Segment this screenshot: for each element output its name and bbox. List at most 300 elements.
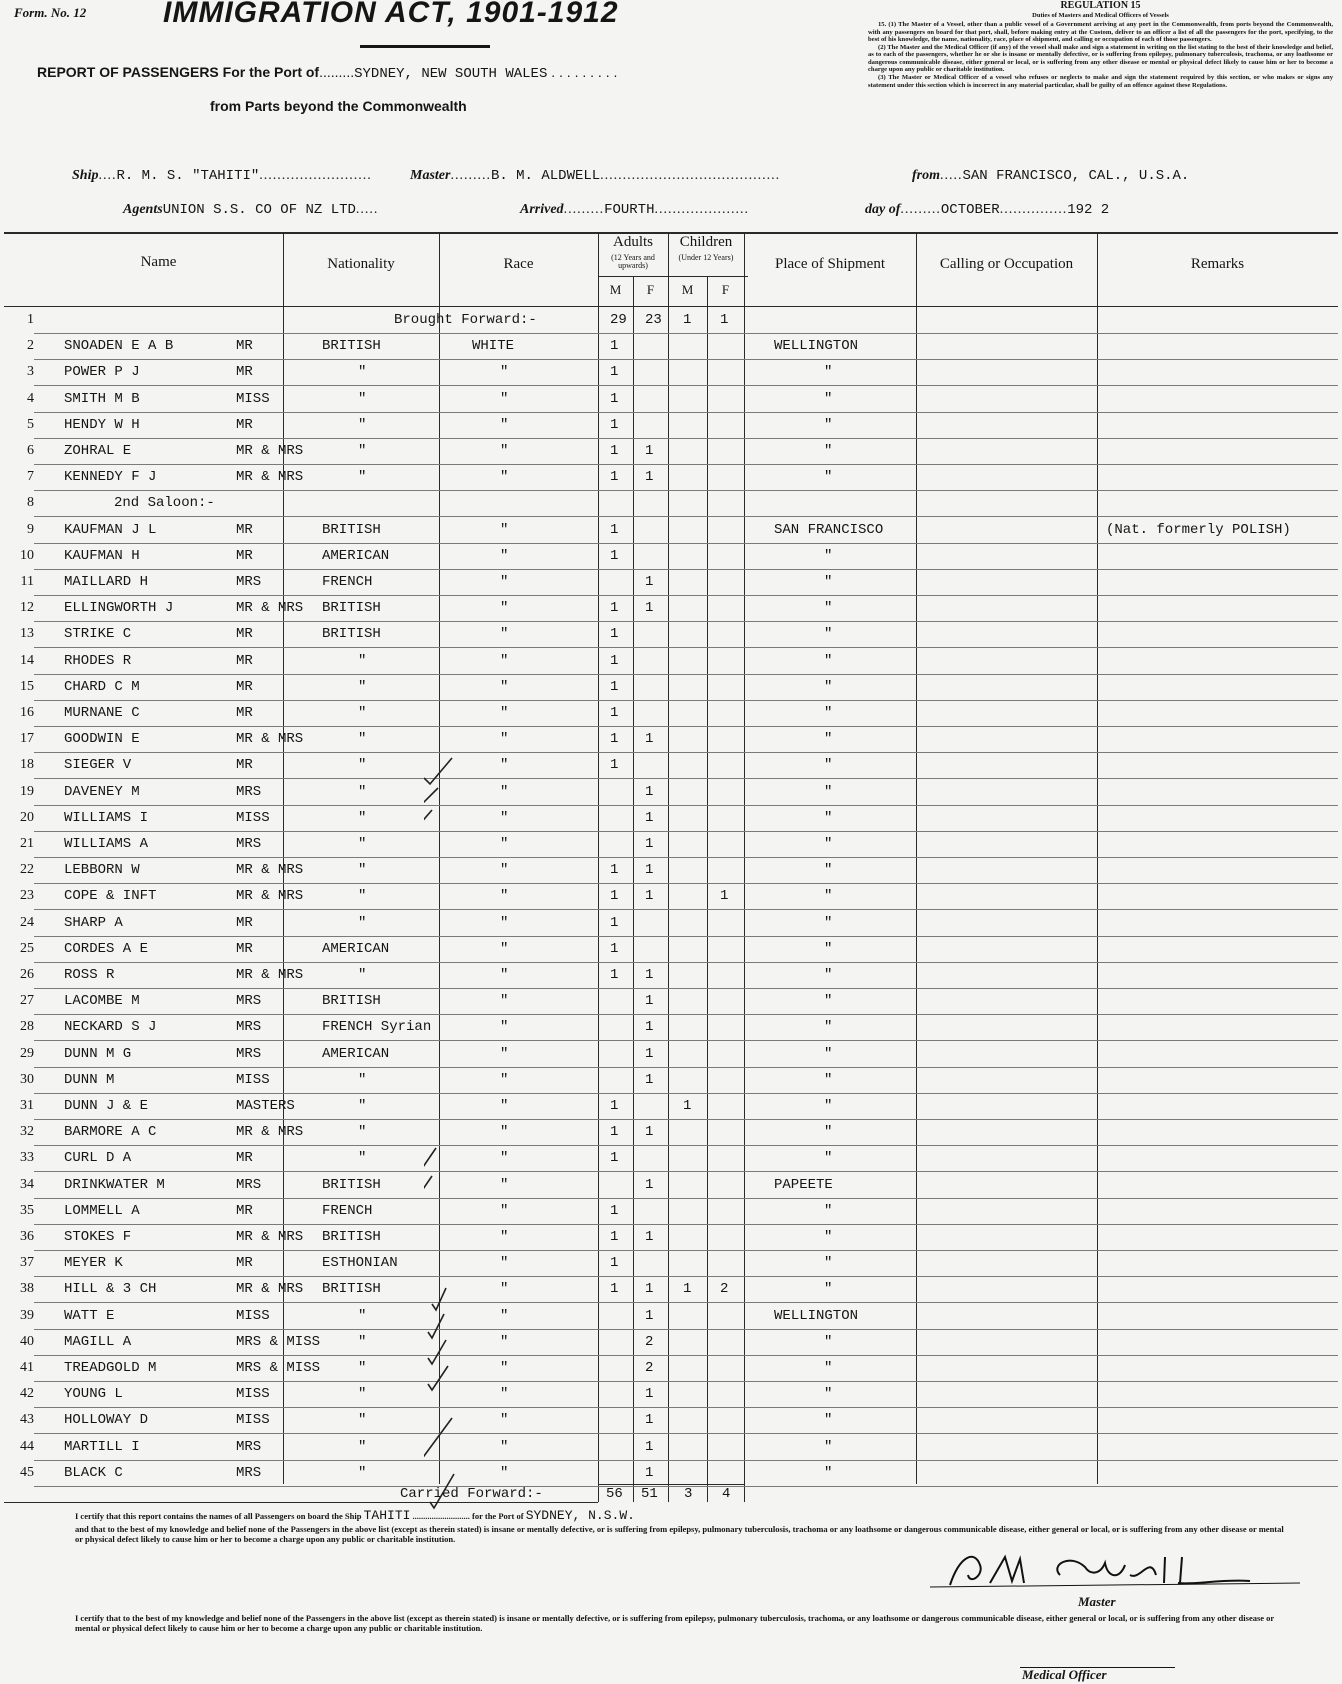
cell-nat: " <box>358 1124 367 1141</box>
row-rule <box>34 1067 1338 1068</box>
row-rule <box>34 647 1338 648</box>
cell-cm: 1 <box>683 312 692 328</box>
cell-am: 1 <box>610 1150 619 1167</box>
cell-ship: " <box>824 862 833 879</box>
cell-ship: " <box>824 914 833 931</box>
table-row <box>4 1019 1338 1046</box>
cell-name: BARMORE A C <box>64 1124 157 1141</box>
cell-race: " <box>500 626 509 643</box>
row-number: 31 <box>20 1098 34 1113</box>
master-caption: Master <box>1078 1594 1116 1609</box>
table-row <box>4 1150 1338 1177</box>
table-row <box>4 1255 1338 1282</box>
row-rule <box>34 359 1338 360</box>
cell-ship: " <box>824 1412 833 1429</box>
cell-race: " <box>500 1464 509 1481</box>
cell-am: 1 <box>610 888 619 905</box>
table-row <box>4 810 1338 837</box>
checkmark <box>430 1474 454 1508</box>
row-rule <box>34 385 1338 386</box>
cell-race: " <box>500 1255 509 1272</box>
cell-am: 1 <box>610 731 619 748</box>
table-row <box>4 653 1338 680</box>
cell-nat: " <box>358 731 367 748</box>
table-row <box>4 469 1338 496</box>
cert1-text-b: for the Port of <box>472 1511 524 1521</box>
cell-title: MRS <box>236 783 262 800</box>
form-number: Form. No. 12 <box>14 5 87 20</box>
row-rule <box>34 936 1338 937</box>
cell-nat: " <box>358 809 367 826</box>
table-row <box>4 1281 1338 1308</box>
cell-ship: " <box>824 836 833 852</box>
cell-nat: " <box>358 1464 367 1481</box>
cell-race: " <box>500 1124 509 1141</box>
cell-ship: " <box>824 600 833 617</box>
cell-am: 1 <box>610 390 619 407</box>
cell-am: 1 <box>610 757 619 774</box>
row-number: 21 <box>20 836 34 851</box>
cert1-text-c: and that to the best of my knowledge and belief none of the Passengers in the above list (except as therein stated) is insane or mentally defective, or is suffering from epilepsy, pulmonary tuberculosis, trachoma or any loathsome or dangerous communicable disease, either general or local, or is suffering from any other disease or mental or physical defect likely to cause him or her to become a charge upon any public or charitable institution. <box>75 1523 1284 1544</box>
cell-title: MR <box>236 416 253 433</box>
checkmark <box>432 1288 446 1310</box>
cell-am: 1 <box>610 521 619 538</box>
cell-ship: " <box>824 626 833 643</box>
table-row <box>4 941 1338 968</box>
cell-race: " <box>500 469 509 486</box>
cell-name: WATT E <box>64 1307 115 1324</box>
row-rule <box>34 412 1338 413</box>
cell-nat: BRITISH <box>322 1176 381 1193</box>
cell-af: 1 <box>645 1464 654 1481</box>
cell-name: POWER P J <box>64 364 140 381</box>
cell-title: MR <box>236 914 253 931</box>
row-number: 34 <box>20 1176 34 1192</box>
cell-title: MRS <box>236 1438 262 1455</box>
table-row <box>4 443 1338 470</box>
cell-name: LACOMBE M <box>64 993 140 1010</box>
row-number: 12 <box>20 600 34 616</box>
table-row <box>4 993 1338 1020</box>
cell-name: LEBBORN W <box>64 862 140 879</box>
cell-nat: BRITISH <box>322 993 381 1010</box>
table-row <box>4 1046 1338 1073</box>
cell-race: " <box>500 1438 509 1455</box>
cell-ship: " <box>824 1150 833 1167</box>
cell-am: 1 <box>610 1255 619 1272</box>
cell-ship: " <box>824 1281 833 1298</box>
cell-am: 1 <box>610 547 619 564</box>
cell-race: " <box>500 940 509 957</box>
cell-title: MR & MRS <box>236 862 304 879</box>
cell-name: CHARD C M <box>64 678 140 695</box>
table-row <box>4 1177 1338 1204</box>
cell-race: " <box>500 757 509 774</box>
cell-ship: " <box>824 1438 833 1455</box>
cell-nat: " <box>358 416 367 433</box>
cell-nat: " <box>358 1438 367 1455</box>
row-number: 22 <box>20 862 34 878</box>
cell-rem: (Nat. formerly POLISH) <box>1106 521 1291 538</box>
cell-af: 2 <box>645 1333 654 1350</box>
row-number: 30 <box>20 1071 34 1087</box>
row-rule <box>34 1198 1338 1199</box>
master-signature <box>920 1545 1320 1595</box>
cell-nat: " <box>358 1150 367 1167</box>
cell-af: 1 <box>645 1176 654 1193</box>
cell-nat: FRENCH Syrian <box>322 1019 432 1036</box>
cell-nat: AMERICAN <box>322 547 390 564</box>
cell-af: 1 <box>645 1045 654 1062</box>
cell-ship: " <box>824 416 833 433</box>
cell-race: " <box>500 705 509 721</box>
row-number: 11 <box>20 574 34 589</box>
cell-ship: " <box>824 547 833 564</box>
cert1-ship: TAHITI <box>363 1508 411 1523</box>
row-number: 45 <box>20 1464 34 1480</box>
row-number: 26 <box>20 967 34 982</box>
cell-name: MARTILL I <box>64 1438 140 1455</box>
table-row <box>4 862 1338 889</box>
cell-title: MR <box>236 626 253 643</box>
cell-title: MRS <box>236 574 262 590</box>
row-rule <box>34 1040 1338 1041</box>
table-row <box>4 364 1338 391</box>
table-row <box>4 757 1338 784</box>
cell-af: 1 <box>645 1438 654 1455</box>
table-row <box>4 574 1338 601</box>
carried-rule <box>598 1484 744 1485</box>
row-number: 20 <box>20 809 34 825</box>
carried-adult-f: 51 <box>641 1486 658 1502</box>
row-rule <box>34 569 1338 570</box>
cell-cm: 1 <box>683 1098 692 1114</box>
row-rule <box>34 883 1338 884</box>
header-children: Children <box>679 234 733 250</box>
dayof-label: day of <box>865 202 901 217</box>
agents-line: AgentsUNION S.S. CO OF NZ LTD..... <box>123 202 379 218</box>
cell-name: NECKARD S J <box>64 1019 157 1036</box>
row-number: 39 <box>20 1307 34 1323</box>
ship-label: Ship <box>72 168 99 183</box>
cell-nat: " <box>358 390 367 407</box>
row-number: 23 <box>20 888 34 904</box>
cell-name: RHODES R <box>64 652 132 669</box>
row-number: 6 <box>27 443 34 458</box>
cell-ship: " <box>824 731 833 748</box>
row-number: 8 <box>27 495 34 511</box>
cell-af: 1 <box>645 1386 654 1403</box>
cell-race: " <box>500 1202 509 1219</box>
cell-nat: AMERICAN <box>322 940 390 957</box>
cell-ship: " <box>824 678 833 695</box>
cell-name: WILLIAMS A <box>64 836 149 852</box>
cell-race: " <box>500 836 509 852</box>
ship-value: R. M. S. "TAHITI" <box>116 168 260 184</box>
cell-race: " <box>500 1412 509 1429</box>
cell-ship: " <box>824 1124 833 1141</box>
cell-ship: " <box>824 1464 833 1481</box>
cell-nat: " <box>358 443 367 459</box>
row-number: 9 <box>27 521 34 537</box>
cell-am: 1 <box>610 364 619 381</box>
cell-title: MRS <box>236 1045 262 1062</box>
header-name: Name <box>140 254 177 270</box>
cell-nat: ESTHONIAN <box>322 1255 398 1272</box>
cell-name: MEYER K <box>64 1255 123 1272</box>
cell-race: " <box>500 993 509 1010</box>
cell-af: 1 <box>645 809 654 826</box>
table-row <box>4 731 1338 758</box>
row-rule <box>34 1407 1338 1408</box>
table-row <box>4 522 1338 549</box>
cell-title: MR & MRS <box>236 967 304 983</box>
row-rule <box>34 1093 1338 1094</box>
cell-title: MR & MRS <box>236 731 304 748</box>
cell-cf: 1 <box>720 888 729 905</box>
cell-title: MISS <box>236 1412 270 1429</box>
cell-nat: " <box>358 862 367 879</box>
row-rule <box>34 490 1338 491</box>
row-rule <box>34 857 1338 858</box>
cell-title: MASTERS <box>236 1098 295 1114</box>
table-row <box>4 1412 1338 1439</box>
cell-am: 1 <box>610 967 619 983</box>
row-rule <box>34 438 1338 439</box>
cell-name: SNOADEN E A B <box>64 338 174 355</box>
cell-af: 1 <box>645 731 654 748</box>
row-number: 17 <box>20 731 34 747</box>
cell-name: DUNN M <box>64 1071 115 1088</box>
carried-child-m: 3 <box>684 1486 693 1502</box>
header-adults: Adults <box>612 234 653 250</box>
cell-ship: " <box>824 809 833 826</box>
cell-ship: " <box>824 1071 833 1088</box>
cell-title: MR <box>236 705 253 721</box>
cell-nat: " <box>358 967 367 983</box>
cell-nat: " <box>358 652 367 669</box>
row-rule <box>34 1119 1338 1120</box>
cell-am: 1 <box>610 1098 619 1114</box>
cell-ship: PAPEETE <box>774 1176 833 1193</box>
cell-name: DUNN M G <box>64 1045 132 1062</box>
mf-subheader-rule <box>598 276 748 277</box>
row-rule <box>34 778 1338 779</box>
carried-label: Carried Forward:- <box>400 1486 543 1502</box>
medical-certificate: I certify that to the best of my knowledge and belief none of the Passengers in the above list (except as therein stated) is insane or mentally defective, or is suffering from epilepsy, pulmonary tuberculosis, trachoma, or any loathsome or dangerous communicable disease, either general or local, or is suffering from any other disease or mental or physical defect likely to cause him or her to become a charge upon any public or charitable institution. <box>75 1613 1275 1634</box>
row-number: 19 <box>20 783 34 799</box>
row-number: 10 <box>20 547 34 563</box>
cell-name: CORDES A E <box>64 940 149 957</box>
cell-am: 1 <box>610 914 619 931</box>
row-number: 4 <box>27 390 34 406</box>
cell-race: " <box>500 1150 509 1167</box>
row-number: 37 <box>20 1255 34 1271</box>
cell-race: " <box>500 862 509 879</box>
row-rule <box>34 805 1338 806</box>
row-number: 27 <box>20 993 34 1009</box>
cell-title: MISS <box>236 1307 270 1324</box>
carried-child-f: 4 <box>722 1486 731 1502</box>
cell-am: 1 <box>610 862 619 879</box>
row-number: 14 <box>20 652 34 668</box>
agents-value: UNION S.S. CO OF NZ LTD <box>162 202 356 218</box>
cell-title: MISS <box>236 809 270 826</box>
arrived-label: Arrived <box>520 202 564 217</box>
cell-title: MRS <box>236 1176 262 1193</box>
cell-am: 1 <box>610 626 619 643</box>
row-number: 24 <box>20 914 34 930</box>
cell-race: " <box>500 1019 509 1036</box>
cell-af: 1 <box>645 1281 654 1298</box>
cell-nat: BRITISH <box>322 521 381 538</box>
row-rule <box>34 962 1338 963</box>
cell-title: MR <box>236 940 253 957</box>
cell-af: 1 <box>645 443 654 459</box>
cell-race: " <box>500 652 509 669</box>
cert1-text-a: I certify that this report contains the names of all Passengers on board the Ship <box>75 1511 362 1521</box>
table-row <box>4 338 1338 365</box>
cell-title: MR <box>236 678 253 695</box>
row-rule <box>34 543 1338 544</box>
checkmark <box>424 1176 432 1214</box>
cell-race: " <box>500 521 509 538</box>
cell-race: " <box>500 678 509 695</box>
cell-af: 1 <box>645 1412 654 1429</box>
cell-nat: " <box>358 1333 367 1350</box>
cell-name: HOLLOWAY D <box>64 1412 149 1429</box>
from-parts: from Parts beyond the Commonwealth <box>210 98 467 114</box>
cell-am: 1 <box>610 416 619 433</box>
cell-af: 1 <box>645 836 654 852</box>
cell-title: MR <box>236 364 253 381</box>
agents-label: Agents <box>123 202 163 217</box>
master-certificate: I certify that this report contains the names of all Passengers on board the Ship TAHITI ........................... for the Port of SYDNEY, N.S.W. and that to the best of my knowledge and belief none of the Passengers in the above list (except as therein stated) is insane or mentally defective, or is suffering from epilepsy, pulmonary tuberculosis, trachoma or any loathsome or dangerous communicable disease, either general or local, or is suffering from any other disease or mental or physical defect likely to cause him or her to become a charge upon any public or charitable institution. <box>75 1508 1284 1544</box>
cell-race: " <box>500 600 509 617</box>
row-rule <box>34 752 1338 753</box>
cell-name: GOODWIN E <box>64 731 140 748</box>
row-rule <box>34 516 1338 517</box>
cell-am: 1 <box>610 1281 619 1298</box>
cell-name: SIEGER V <box>64 757 132 774</box>
cell-race: " <box>500 547 509 564</box>
row-rule <box>34 1329 1338 1330</box>
master-value: B. M. ALDWELL <box>490 168 601 184</box>
cell-name: MAGILL A <box>64 1333 132 1350</box>
cell-title: MR <box>236 521 253 538</box>
row-number: 41 <box>20 1360 34 1375</box>
cell-nat: " <box>358 1360 367 1376</box>
cell-title: MR <box>236 547 253 564</box>
cell-race: " <box>500 888 509 905</box>
cell-title: MRS <box>236 1019 262 1036</box>
table-row <box>4 1203 1338 1230</box>
table-row <box>4 600 1338 627</box>
row-rule <box>34 831 1338 832</box>
cell-nat: " <box>358 783 367 800</box>
cert1-port: SYDNEY, N.S.W. <box>525 1508 635 1523</box>
cell-ship: " <box>824 1360 833 1376</box>
row-number: 1 <box>27 312 34 327</box>
cell-ship: " <box>824 757 833 774</box>
table-row <box>4 1386 1338 1413</box>
cell-ship: " <box>824 1098 833 1114</box>
cell-title: MRS <box>236 836 262 852</box>
cell-nat: " <box>358 914 367 931</box>
cell-ship: WELLINGTON <box>774 1307 859 1324</box>
row-number: 25 <box>20 940 34 956</box>
cell-title: MR & MRS <box>236 443 304 459</box>
table-row <box>4 312 1338 339</box>
cell-nat: BRITISH <box>322 1229 381 1245</box>
cell-race: " <box>500 1360 509 1376</box>
cell-name: LOMMELL A <box>64 1202 140 1219</box>
table-row <box>4 1072 1338 1099</box>
cell-name: HENDY W H <box>64 416 140 433</box>
cell-title: MRS <box>236 1464 262 1481</box>
cell-title: MISS <box>236 1386 270 1403</box>
cell-nat: " <box>358 1098 367 1114</box>
title-rule <box>360 45 490 48</box>
cell-race: WHITE <box>472 338 515 355</box>
cell-af: 1 <box>645 888 654 905</box>
dayof-line: day of.........OCTOBER...............192 2 <box>865 202 1110 218</box>
cell-ship: " <box>824 469 833 486</box>
cell-race: " <box>500 574 509 590</box>
cell-am: 1 <box>610 1229 619 1245</box>
cell-title: MR & MRS <box>236 469 304 486</box>
cell-am: 1 <box>610 443 619 459</box>
cell-title: MRS & MISS <box>236 1360 321 1376</box>
cell-cm: 1 <box>683 1281 692 1298</box>
cell-race: " <box>500 1098 509 1114</box>
cell-title: MR & MRS <box>236 1124 304 1141</box>
cell-title: MR <box>236 1255 253 1272</box>
cell-ship: " <box>824 1255 833 1272</box>
row-rule <box>34 1250 1338 1251</box>
cell-name: TREADGOLD M <box>64 1360 157 1376</box>
cell-nat: " <box>358 757 367 774</box>
table-row <box>4 626 1338 653</box>
cell-nat: Brought Forward:- <box>394 312 537 328</box>
table-row <box>4 1334 1338 1361</box>
row-number: 15 <box>20 678 34 694</box>
cell-af: 1 <box>645 1019 654 1036</box>
checkmark <box>428 1340 446 1364</box>
row-rule <box>34 1276 1338 1277</box>
cell-af: 1 <box>645 1071 654 1088</box>
cell-nat: BRITISH <box>322 1281 381 1298</box>
cell-cf: 1 <box>720 312 729 328</box>
table-row <box>4 1439 1338 1466</box>
header-calling: Calling or Occupation <box>939 256 1074 272</box>
cell-ship: " <box>824 1333 833 1350</box>
table-row <box>4 1229 1338 1256</box>
header-adult-f: F <box>646 282 655 297</box>
cell-am: 29 <box>610 312 627 328</box>
year-value: 192 2 <box>1067 202 1110 218</box>
cell-af: 1 <box>645 862 654 879</box>
cell-title: MRS & MISS <box>236 1333 321 1350</box>
cell-ship: " <box>824 783 833 800</box>
header-adult-m: M <box>609 282 622 297</box>
regulation-heading: REGULATION 15 <box>1060 0 1141 11</box>
cell-ship: " <box>824 967 833 983</box>
row-number: 18 <box>20 757 34 773</box>
cell-name: STRIKE C <box>64 626 132 643</box>
row-rule <box>34 595 1338 596</box>
cell-af: 2 <box>645 1360 654 1376</box>
